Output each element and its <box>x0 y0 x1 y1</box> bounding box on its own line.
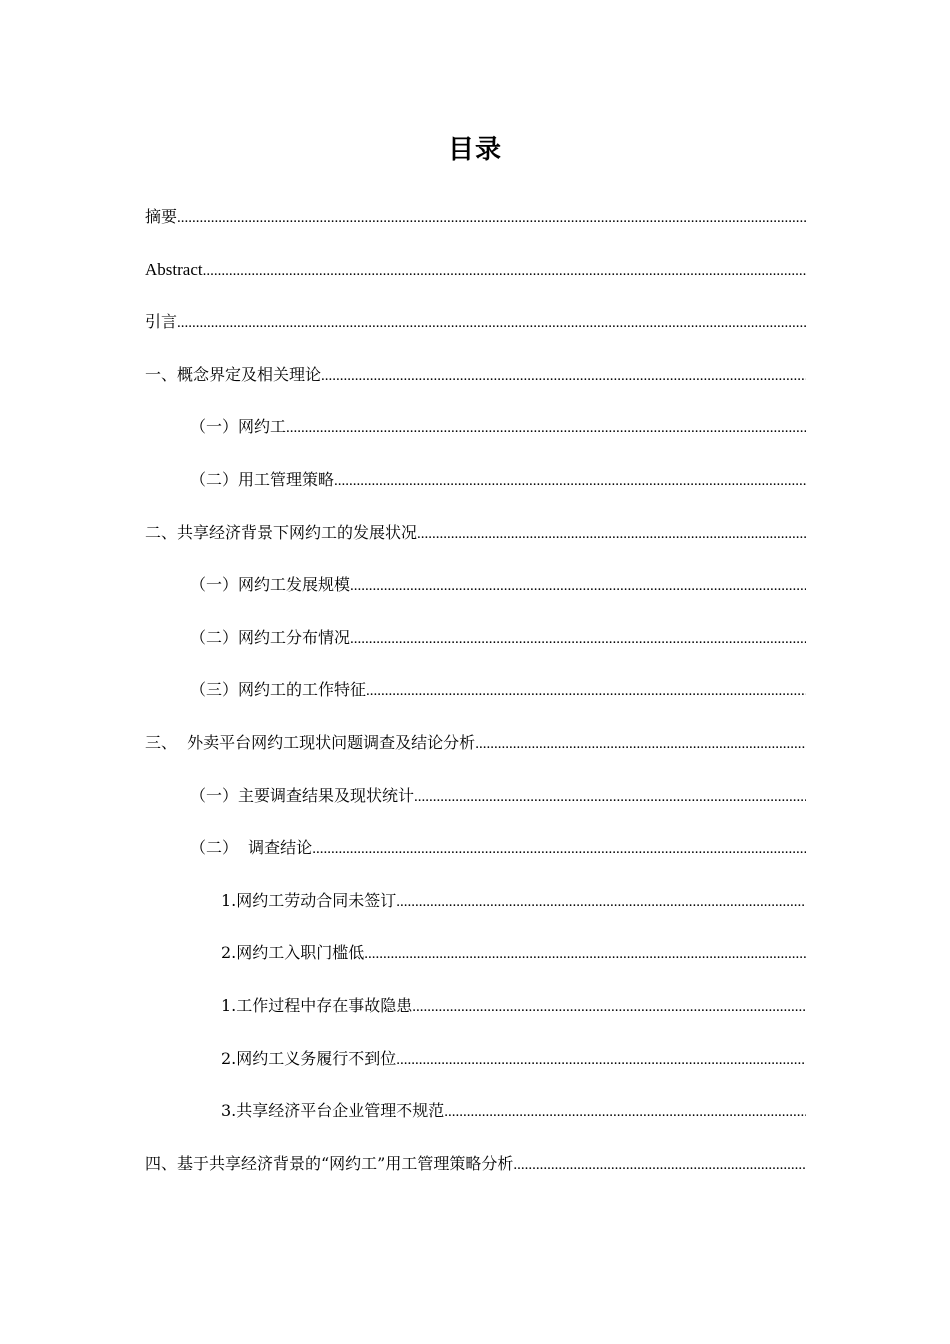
toc-entry-label: （二）用工管理策略 <box>190 469 335 489</box>
toc-entry-abstract-cn[interactable] <box>145 204 806 257</box>
toc-entry-chapter-2[interactable] <box>145 520 806 573</box>
dot-leader <box>350 572 806 600</box>
dot-leader <box>412 993 806 1021</box>
toc-entry-label: 三、 外卖平台网约工现状问题调查及结论分析 <box>145 732 476 752</box>
toc-entry-label: 1.工作过程中存在事故隐患 <box>221 995 413 1015</box>
toc-entry-subsection-c[interactable] <box>145 993 806 1046</box>
toc-entry-label: （二） 调查结论 <box>190 838 313 858</box>
toc-entry-label: （一）主要调查结果及现状统计 <box>190 785 415 805</box>
toc-entry-section-1-1[interactable] <box>145 414 806 467</box>
dot-leader <box>396 888 806 916</box>
toc-entry-chapter-4[interactable] <box>145 1151 806 1204</box>
dot-leader <box>513 1151 806 1179</box>
toc-entry-abstract-en[interactable] <box>145 257 806 310</box>
dot-leader <box>417 520 806 548</box>
toc-entry-label: 引言 <box>145 312 178 332</box>
toc-entry-label: 二、共享经济背景下网约工的发展状况 <box>145 522 418 542</box>
toc-entry-label: （一）网约工 <box>190 417 287 437</box>
toc-entry-subsection-e[interactable] <box>145 1098 806 1151</box>
dot-leader <box>177 309 806 337</box>
toc-entry-section-1-2[interactable] <box>145 467 806 520</box>
dot-leader <box>334 467 806 495</box>
toc-title: 目录 <box>447 135 502 165</box>
dot-leader <box>366 677 806 705</box>
toc-entry-section-3-1[interactable] <box>145 783 806 836</box>
dot-leader <box>475 730 806 758</box>
toc-entry-label: （三）网约工的工作特征 <box>190 680 367 700</box>
toc-entry-section-2-1[interactable] <box>145 572 806 625</box>
toc-entry-label: 2.网约工义务履行不到位 <box>221 1048 397 1068</box>
toc-entry-label: 1.网约工劳动合同未签订 <box>221 890 397 910</box>
toc-entry-chapter-3[interactable] <box>145 730 806 783</box>
dot-leader <box>286 414 806 442</box>
dot-leader <box>312 835 806 863</box>
toc-entry-section-2-2[interactable] <box>145 625 806 678</box>
dot-leader <box>350 625 806 653</box>
toc-entry-subsection-b[interactable] <box>145 940 806 993</box>
toc-entry-label: （一）网约工发展规模 <box>190 575 351 595</box>
table-of-contents <box>145 204 806 1203</box>
dot-leader <box>396 1046 806 1074</box>
dot-leader <box>203 257 806 285</box>
toc-entry-introduction[interactable] <box>145 309 806 362</box>
toc-entry-section-3-2[interactable] <box>145 835 806 888</box>
toc-entry-section-2-3[interactable] <box>145 677 806 730</box>
toc-entry-subsection-a[interactable] <box>145 888 806 941</box>
dot-leader <box>364 940 806 968</box>
toc-entry-chapter-1[interactable] <box>145 362 806 415</box>
toc-entry-label: 一、概念界定及相关理论 <box>145 364 322 384</box>
toc-entry-label: 3.共享经济平台企业管理不规范 <box>221 1101 445 1121</box>
dot-leader <box>177 204 806 232</box>
toc-entry-label: 2.网约工入职门槛低 <box>221 943 365 963</box>
dot-leader <box>321 362 806 390</box>
dot-leader <box>444 1098 806 1126</box>
toc-entry-label: 摘要 <box>145 207 178 226</box>
toc-entry-label: （二）网约工分布情况 <box>190 627 351 647</box>
toc-entry-label: 四、基于共享经济背景的“网约工”用工管理策略分析 <box>145 1153 514 1173</box>
toc-entry-label: Abstract <box>145 259 203 279</box>
dot-leader <box>414 783 806 811</box>
toc-entry-subsection-d[interactable] <box>145 1046 806 1099</box>
